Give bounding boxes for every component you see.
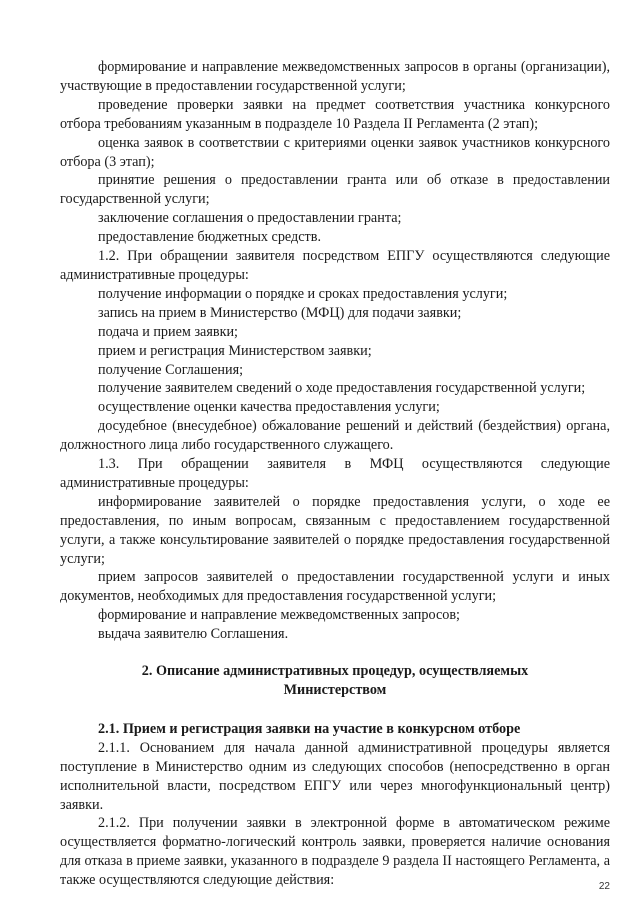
paragraph: формирование и направление межведомственных запросов;	[98, 607, 460, 624]
page-number: 22	[598, 881, 610, 892]
section-heading: 2. Описание административных процедур, осуществляемых Министерством	[141, 663, 529, 698]
paragraph: предоставление бюджетных средств.	[98, 229, 322, 246]
paragraph: осуществление оценки качества предоставления услуги;	[98, 399, 440, 416]
paragraph: досудебное (внесудебное) обжалование решений и действий (бездействия) органа, должностного лица либо государственного служащего.	[60, 418, 610, 454]
paragraph: запись на прием в Министерство (МФЦ) для подачи заявки;	[98, 304, 462, 321]
paragraph: получение Соглашения;	[98, 361, 244, 378]
paragraph: прием и регистрация Министерством заявки;	[98, 342, 372, 359]
paragraph: получение заявителем сведений о ходе предоставления государственной услуги;	[98, 380, 586, 397]
paragraph: выдача заявителю Соглашения.	[98, 626, 289, 643]
document-body	[60, 58, 610, 890]
paragraph: заключение соглашения о предоставлении гранта;	[98, 210, 402, 227]
paragraph: 2.1.1. Основанием для начала данной административной процедуры является поступление в Министерство одним из следующих способов (непосредственно в орган исполнительной власти, посредством ЕПГУ или через многофункциональный центр) заявки.	[60, 739, 610, 813]
paragraph: прием запросов заявителей о предоставлении государственной услуги и иных документов, необходимых для предоставления государственной услуги;	[60, 569, 610, 605]
paragraph: 2.1.2. При получении заявки в электронной форме в автоматическом режиме осуществляется форматно-логический контроль заявки, проверяется наличие основания для отказа в приеме заявки, указанного в подразделе 9 раздела II настоящего Регламента, а также осуществляются следующие действия:	[60, 815, 610, 889]
subsection-heading: 2.1. Прием и регистрация заявки на участие в конкурсном отборе	[98, 720, 521, 737]
paragraph: формирование и направление межведомственных запросов в органы (организации), участвующие в предоставлении государственной услуги;	[60, 59, 610, 94]
paragraph: информирование заявителей о порядке предоставления услуги, о ходе ее предоставления, по иным вопросам, связанным с предоставлением государственной услуги, а также консультирование заявителей о порядке предоставления государственной услуги;	[60, 493, 610, 567]
paragraph: принятие решения о предоставлении гранта или об отказе в предоставлении государственной услуги;	[60, 172, 610, 208]
paragraph: 1.3. При обращении заявителя в МФЦ осуществляются следующие административные процедуры:	[60, 456, 610, 491]
paragraph: оценка заявок в соответствии с критериями оценки заявок участников конкурсного отбора (3 этап);	[60, 134, 610, 170]
paragraph: получение информации о порядке и сроках предоставления услуги;	[98, 285, 508, 302]
paragraph: проведение проверки заявки на предмет соответствия участника конкурсного отбора требованиям указанным в подразделе 10 Раздела II Регламента (2 этап);	[60, 96, 610, 132]
paragraph: 1.2. При обращении заявителя посредством ЕПГУ осуществляются следующие административные процедуры:	[60, 248, 610, 283]
paragraph: подача и прием заявки;	[98, 323, 238, 340]
